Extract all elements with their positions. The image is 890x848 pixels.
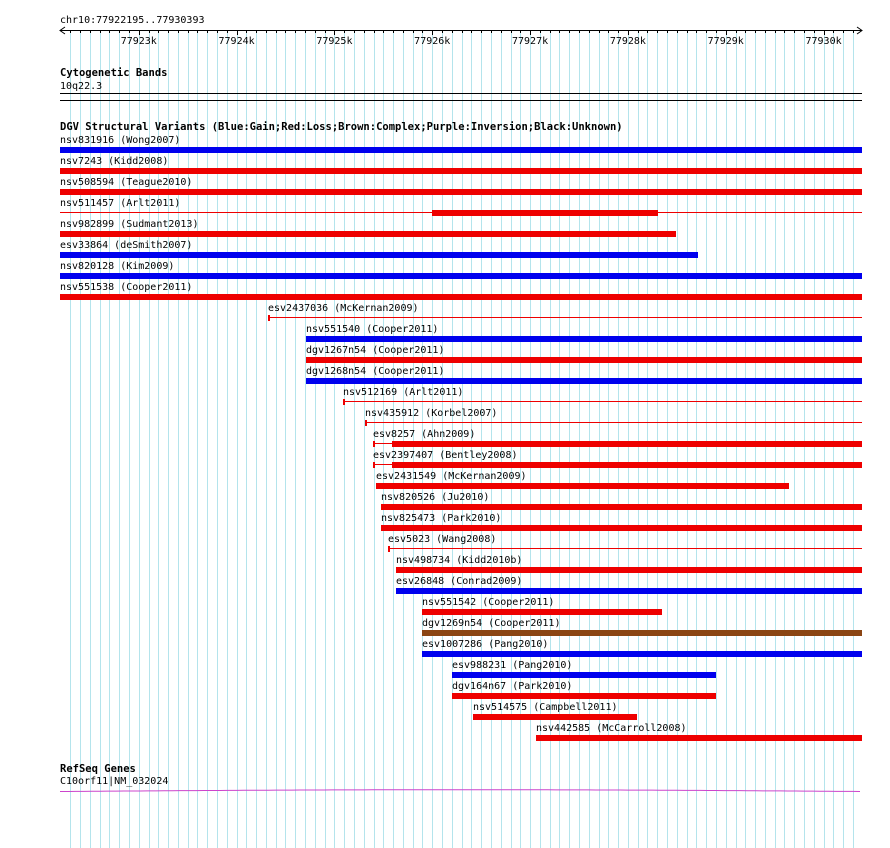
- variant-bar[interactable]: [60, 231, 676, 237]
- variant-bar[interactable]: [306, 336, 862, 342]
- variant-label[interactable]: nsv508594 (Teague2010): [60, 177, 193, 188]
- variant-bar[interactable]: [422, 609, 662, 615]
- variant-bar[interactable]: [60, 147, 862, 153]
- dgv-track-title: DGV Structural Variants (Blue:Gain;Red:Loss;Brown:Complex;Purple:Inversion;Black:Unknown): [60, 121, 623, 133]
- variant-bar[interactable]: [381, 525, 862, 531]
- ruler-tick-label: 77928k: [609, 36, 646, 47]
- ruler-tick-label: 77924k: [218, 36, 255, 47]
- variant-label[interactable]: esv1007286 (Pang2010): [422, 639, 549, 650]
- cytoband-title: Cytogenetic Bands: [60, 67, 168, 79]
- variant-bar[interactable]: [422, 630, 862, 636]
- refseq-gene-path: [60, 790, 860, 792]
- variant-bar[interactable]: [392, 441, 862, 447]
- variant-label[interactable]: dgv1268n54 (Cooper2011): [306, 366, 445, 377]
- variant-bar[interactable]: [376, 483, 789, 489]
- variant-label[interactable]: esv988231 (Pang2010): [452, 660, 573, 671]
- variant-bar[interactable]: [60, 189, 862, 195]
- variant-label[interactable]: esv2431549 (McKernan2009): [376, 471, 527, 482]
- variant-label[interactable]: nsv514575 (Campbell2011): [473, 702, 618, 713]
- ruler-tick-label: 77929k: [707, 36, 744, 47]
- variant-line[interactable]: [343, 401, 862, 402]
- variant-bar[interactable]: [306, 378, 862, 384]
- variant-bar[interactable]: [60, 252, 698, 258]
- refseq-gene-label[interactable]: C10orf11|NM_032024: [60, 776, 169, 787]
- variant-label[interactable]: nsv982899 (Sudmant2013): [60, 219, 199, 230]
- ruler-location: chr10:77922195..77930393: [60, 15, 205, 26]
- variant-label[interactable]: esv8257 (Ahn2009): [373, 429, 476, 440]
- cytoband-label: 10q22.3: [60, 81, 103, 92]
- variant-bar[interactable]: [60, 273, 862, 279]
- variant-bar[interactable]: [452, 693, 716, 699]
- variant-label[interactable]: nsv820526 (Ju2010): [381, 492, 490, 503]
- variant-bar[interactable]: [60, 168, 862, 174]
- variant-bar[interactable]: [60, 294, 862, 300]
- variant-bar[interactable]: [422, 651, 862, 657]
- cytoband-divider-bottom: [60, 100, 862, 101]
- variant-label[interactable]: nsv435912 (Korbel2007): [365, 408, 498, 419]
- variant-label[interactable]: nsv831916 (Wong2007): [60, 135, 181, 146]
- ruler-tick-label: 77925k: [316, 36, 353, 47]
- variant-label[interactable]: esv2397407 (Bentley2008): [373, 450, 518, 461]
- variant-bar[interactable]: [381, 504, 862, 510]
- variant-start-tick: [373, 441, 375, 447]
- variant-label[interactable]: nsv512169 (Arlt2011): [343, 387, 464, 398]
- variant-label[interactable]: dgv164n67 (Park2010): [452, 681, 573, 692]
- variant-line[interactable]: [365, 422, 862, 423]
- variant-label[interactable]: nsv442585 (McCarroll2008): [536, 723, 687, 734]
- variant-bar[interactable]: [365, 420, 367, 426]
- variant-bar[interactable]: [396, 567, 862, 573]
- variant-bar[interactable]: [536, 735, 862, 741]
- ruler-tick-label: 77927k: [512, 36, 549, 47]
- variant-label[interactable]: nsv7243 (Kidd2008): [60, 156, 169, 167]
- variant-bar[interactable]: [306, 357, 862, 363]
- variant-label[interactable]: nsv551540 (Cooper2011): [306, 324, 439, 335]
- variant-label[interactable]: dgv1269n54 (Cooper2011): [422, 618, 561, 629]
- ruler-tick-label: 77930k: [805, 36, 842, 47]
- variant-label[interactable]: nsv825473 (Park2010): [381, 513, 502, 524]
- variant-bar[interactable]: [396, 588, 862, 594]
- variant-bar[interactable]: [343, 399, 345, 405]
- variant-bar[interactable]: [388, 546, 390, 552]
- variant-label[interactable]: esv33864 (deSmith2007): [60, 240, 193, 251]
- variant-bar[interactable]: [473, 714, 637, 720]
- variant-bar[interactable]: [268, 315, 270, 321]
- variant-label[interactable]: esv26848 (Conrad2009): [396, 576, 523, 587]
- variant-label[interactable]: nsv498734 (Kidd2010b): [396, 555, 523, 566]
- variant-label[interactable]: esv5023 (Wang2008): [388, 534, 497, 545]
- variant-label[interactable]: nsv820128 (Kim2009): [60, 261, 175, 272]
- variant-line[interactable]: [268, 317, 862, 318]
- ruler-tick-label: 77923k: [120, 36, 157, 47]
- variant-label[interactable]: nsv551538 (Cooper2011): [60, 282, 193, 293]
- ruler: [0, 0, 890, 60]
- variant-label[interactable]: nsv511457 (Arlt2011): [60, 198, 181, 209]
- ruler-tick-label: 77926k: [414, 36, 451, 47]
- variant-bar[interactable]: [392, 462, 862, 468]
- variant-label[interactable]: esv2437036 (McKernan2009): [268, 303, 419, 314]
- cytoband-divider-top: [60, 93, 862, 94]
- variant-start-tick: [373, 462, 375, 468]
- refseq-title: RefSeq Genes: [60, 763, 136, 775]
- variant-label[interactable]: nsv551542 (Cooper2011): [422, 597, 555, 608]
- variant-line[interactable]: [388, 548, 862, 549]
- variant-bar[interactable]: [432, 210, 658, 216]
- refseq-gene-line[interactable]: [0, 786, 890, 798]
- variant-label[interactable]: dgv1267n54 (Cooper2011): [306, 345, 445, 356]
- variant-bar[interactable]: [452, 672, 716, 678]
